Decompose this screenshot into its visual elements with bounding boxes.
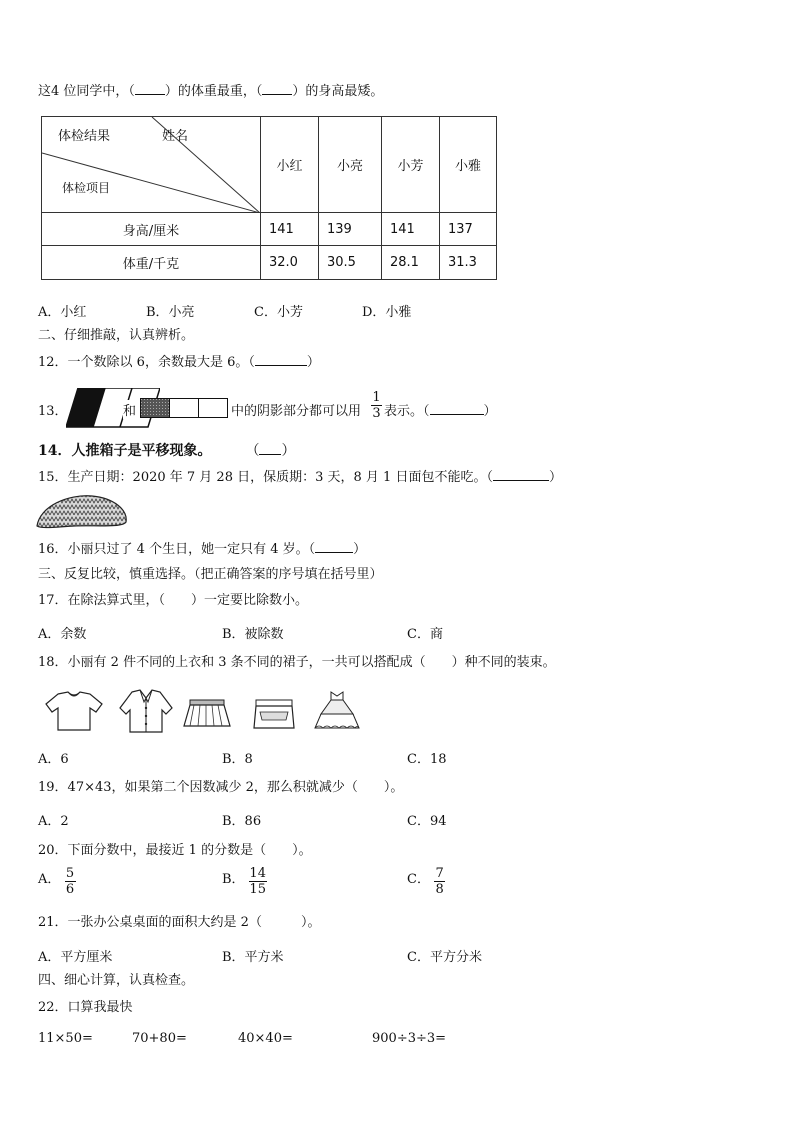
option-c[interactable]: C．平方分米 [407, 950, 482, 965]
table-cell: 32.0 [261, 246, 319, 280]
shirt-1-icon [44, 690, 104, 732]
skirt-2-icon [250, 698, 298, 732]
option-a[interactable]: A．2 [38, 814, 69, 829]
corner-label-name: 姓名 [162, 129, 189, 144]
table-cell: 141 [261, 213, 319, 246]
section-heading-2: 二、仔细推敲，认真辨析。 [38, 328, 195, 343]
table-cell: 139 [319, 213, 382, 246]
section-heading-3: 三、反复比较，慎重选择。（把正确答案的序号填在括号里） [38, 567, 383, 582]
answer-blank[interactable] [315, 540, 353, 553]
question-19: 19．47×43，如果第二个因数减少 2，那么积就减少（ ）。 [38, 780, 404, 795]
rectangle-strip-figure [140, 398, 228, 418]
answer-blank[interactable] [262, 82, 292, 95]
corner-label-items: 体检项目 [62, 181, 111, 195]
fraction-option: $\frac{7}{8}$ [435, 866, 444, 897]
option-c[interactable]: C．商 [407, 627, 443, 642]
table-cell: 30.5 [319, 246, 382, 280]
option-a[interactable]: A．6 [38, 752, 69, 767]
table-cell: 31.3 [440, 246, 497, 280]
option-c[interactable]: C．18 [407, 752, 447, 767]
answer-blank[interactable] [135, 82, 165, 95]
question-22: 22．口算我最快 [38, 1000, 133, 1015]
option-a[interactable]: A． $\frac{5}{6}$ [38, 866, 75, 897]
question-17: 17．在除法算式里，（ ）一定要比除数小。 [38, 593, 309, 608]
answer-blank[interactable] [259, 442, 281, 455]
table-header-name: 小红 [261, 117, 319, 213]
shirt-2-icon [118, 688, 174, 734]
table-cell: 137 [440, 213, 497, 246]
calc-item[interactable]: 900÷3÷3= [372, 1031, 447, 1046]
option-c[interactable]: C．小芳 [254, 305, 303, 320]
table-cell: 28.1 [382, 246, 440, 280]
table-header-name: 小雅 [440, 117, 497, 213]
table-row [42, 213, 497, 246]
bread-illustration [34, 492, 130, 530]
option-a[interactable]: A．小红 [38, 305, 87, 320]
skirt-1-icon [182, 698, 232, 730]
table-row-label: 身高/厘米 [42, 213, 261, 246]
table-header-name: 小芳 [382, 117, 440, 213]
question-14: 14．人推箱子是平移现象。 （ ） [38, 443, 296, 459]
answer-blank[interactable] [430, 402, 484, 415]
question-text: 中的阴影部分都可以用 [231, 404, 362, 419]
table-row [42, 246, 497, 280]
question-text-end: 表示。（ ） [384, 404, 497, 419]
fraction-option: $\frac{5}{6}$ [65, 866, 75, 897]
option-a[interactable]: A．余数 [38, 627, 87, 642]
fraction-option: $\frac{14}{15}$ [249, 866, 266, 897]
answer-blank[interactable] [255, 353, 307, 366]
calc-item[interactable]: 70+80= [132, 1031, 187, 1046]
option-c[interactable]: C．94 [407, 814, 447, 829]
question-number: 13． [38, 404, 68, 419]
question-intro: 这4 位同学中，（ ）的体重最重，（ ）的身高最矮。 [38, 84, 384, 99]
question-21: 21．一张办公桌桌面的面积大约是 2（ ）。 [38, 915, 321, 930]
option-d[interactable]: D．小雅 [362, 305, 412, 320]
section-heading-4: 四、细心计算，认真检查。 [38, 973, 195, 988]
option-b[interactable]: B．平方米 [222, 950, 284, 965]
table-header-name: 小亮 [319, 117, 382, 213]
option-b[interactable]: B． $\frac{14}{15}$ [222, 866, 266, 897]
calc-item[interactable]: 11×50= [38, 1031, 93, 1046]
table-cell: 141 [382, 213, 440, 246]
question-15: 15．生产日期：2020 年 7 月 28 日，保质期：3 天，8 月 1 日面包不能吃。（ ） [38, 470, 562, 485]
skirt-3-icon [313, 690, 363, 732]
question-20: 20．下面分数中，最接近 1 的分数是（ ）。 [38, 843, 312, 858]
corner-label-results: 体检结果 [58, 129, 111, 144]
option-b[interactable]: B．8 [222, 752, 253, 767]
option-c[interactable]: C． $\frac{7}{8}$ [407, 866, 444, 897]
option-b[interactable]: B．被除数 [222, 627, 284, 642]
question-16: 16．小丽只过了 4 个生日，她一定只有 4 岁。（ ） [38, 542, 367, 557]
table-corner-cell [42, 117, 261, 213]
answer-blank[interactable] [493, 468, 549, 481]
fraction-one-third: 1 3 [372, 390, 381, 421]
and-label: 和 [123, 400, 136, 419]
option-b[interactable]: B．86 [222, 814, 262, 829]
health-check-table [41, 116, 497, 280]
question-13 [38, 388, 518, 430]
calc-item[interactable]: 40×40= [238, 1031, 293, 1046]
table-row-label: 体重/千克 [42, 246, 261, 280]
question-12: 12．一个数除以 6，余数最大是 6。（ ） [38, 355, 320, 370]
question-18: 18．小丽有 2 件不同的上衣和 3 条不同的裙子，一共可以搭配成（ ）种不同的装束。 [38, 655, 556, 670]
option-b[interactable]: B．小亮 [146, 305, 195, 320]
option-a[interactable]: A．平方厘米 [38, 950, 113, 965]
